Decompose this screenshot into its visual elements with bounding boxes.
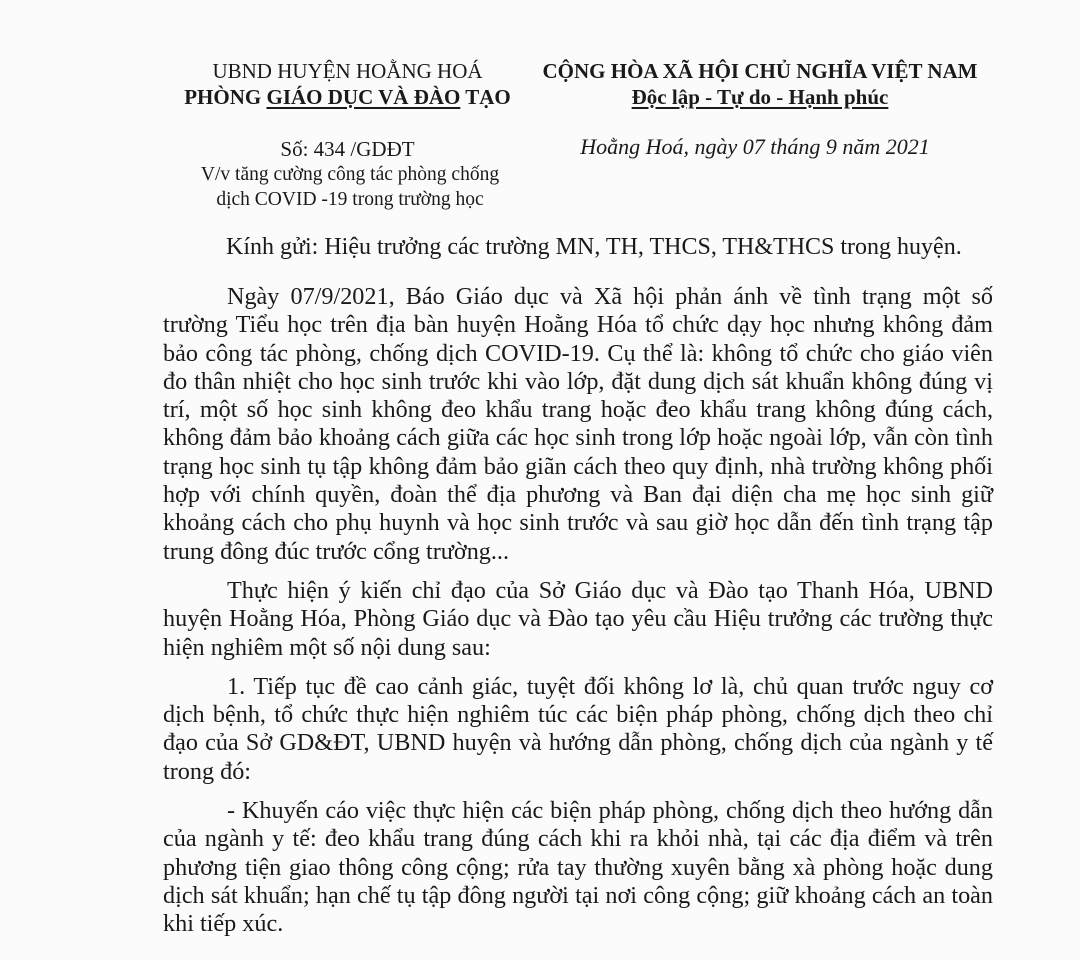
document-body — [163, 283, 993, 948]
department-name-suffix: TẠO — [460, 85, 511, 109]
body-paragraph: 1. Tiếp tục đề cao cảnh giác, tuyệt đối không lơ là, chủ quan trước nguy cơ dịch bệnh, tổ chức thực hiện nghiêm túc các biện pháp phòng, chống dịch theo chỉ đạo của Sở GD&ĐT, UBND huyện và hướng dẫn phòng, chống dịch của ngành y tế trong đó: — [163, 672, 993, 785]
body-paragraph: Ngày 07/9/2021, Báo Giáo dục và Xã hội phản ánh về tình trạng một số trường Tiểu học trên địa bàn huyện Hoằng Hóa tổ chức dạy học nhưng không đảm bảo công tác phòng, chống dịch COVID-19. Cụ thể là: không tổ chức cho giáo viên đo thân nhiệt cho học sinh trước khi vào lớp, đặt dung dịch sát khuẩn không đúng vị trí, một số học sinh không đeo khẩu trang hoặc đeo khẩu trang không đúng cách, không đảm bảo khoảng cách giữa các học sinh trong lớp hoặc ngoài lớp, vẫn còn tình trạng học sinh tụ tập không đảm bảo giãn cách theo quy định, nhà trường không phối hợp với chính quyền, đoàn thể địa phương và Ban đại diện cha mẹ học sinh giữ khoảng cách cho phụ huynh và học sinh trước và sau giờ học dẫn đến tình trạng tập trung đông đúc trước cổng trường... — [163, 283, 993, 565]
body-paragraph: - Khuyến cáo việc thực hiện các biện pháp phòng, chống dịch theo hướng dẫn của ngành y tế: đeo khẩu trang đúng cách khi ra khỏi nhà, tại các địa điểm và trên phương tiện giao thông công cộng; rửa tay thường xuyên bằng xà phòng hoặc dung dịch sát khuẩn; hạn chế tụ tập đông người tại nơi công cộng; giữ khoảng cách an toàn khi tiếp xúc. — [163, 797, 993, 938]
document-number: Số: 434 /GDĐT — [280, 137, 415, 161]
district-committee-name: UBND HUYỆN HOẰNG HOÁ — [212, 59, 483, 83]
issuing-authority — [165, 58, 530, 110]
subject-line-1: V/v tăng cường công tác phòng chống — [200, 164, 500, 185]
department-name — [165, 84, 530, 110]
document-subject — [165, 162, 535, 212]
national-motto: Độc lập - Tự do - Hạnh phúc — [631, 85, 889, 109]
place-and-date: Hoằng Hoá, ngày 07 tháng 9 năm 2021 — [580, 134, 930, 159]
national-title: CỘNG HÒA XÃ HỘI CHỦ NGHĨA VIỆT NAM — [542, 59, 978, 83]
subject-line-2: dịch COVID -19 trong trường học — [216, 189, 484, 210]
body-paragraph: Thực hiện ý kiến chỉ đạo của Sở Giáo dục và Đào tạo Thanh Hóa, UBND huyện Hoằng Hóa, Phòng Giáo dục và Đào tạo yêu cầu Hiệu trưởng các trường thực hiện nghiêm một số nội dung sau: — [163, 576, 993, 661]
department-name-prefix: PHÒNG — [184, 85, 267, 109]
department-name-underlined: GIÁO DỤC VÀ ĐÀO — [266, 85, 461, 109]
national-heading — [525, 58, 995, 110]
recipient-line: Kính gửi: Hiệu trưởng các trường MN, TH, THCS, TH&THCS trong huyện. — [226, 234, 962, 260]
